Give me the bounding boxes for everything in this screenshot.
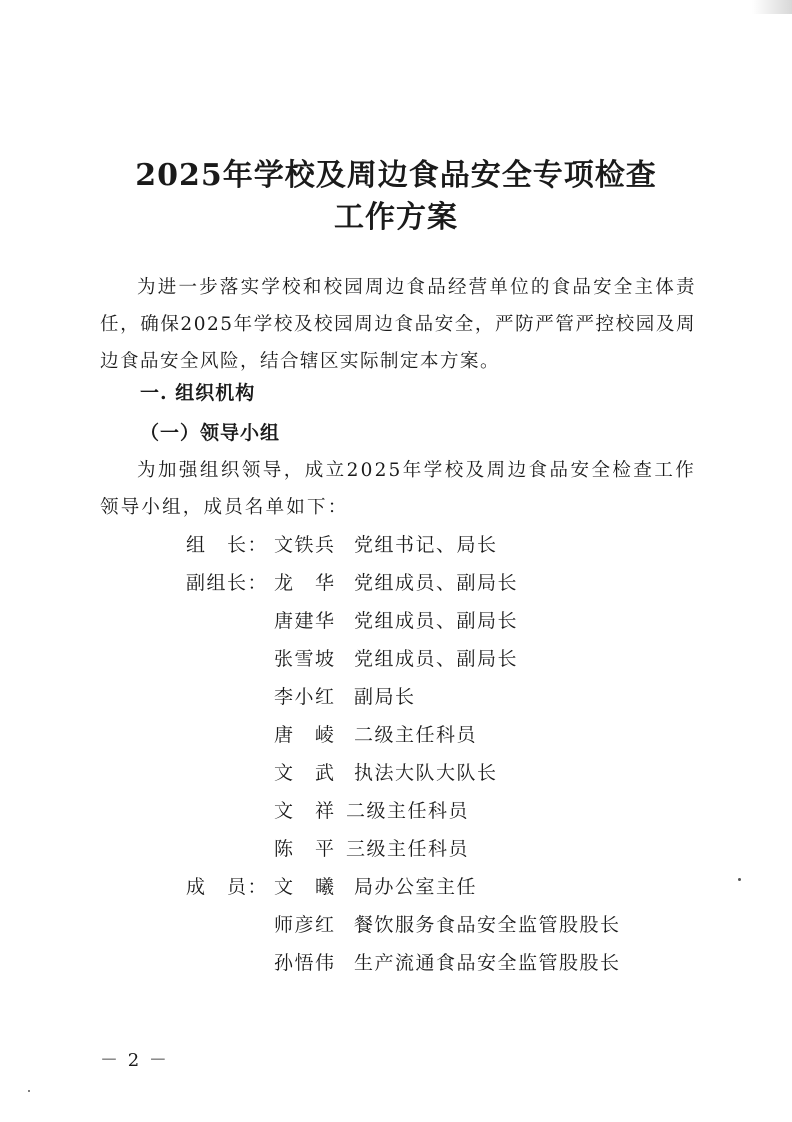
- scan-speck: [738, 878, 741, 881]
- member-position: 餐饮服务食品安全监管股股长: [354, 914, 621, 936]
- member-position: 党组书记、局长: [354, 534, 498, 556]
- subsection-heading-leadership: （一）领导小组: [140, 422, 281, 444]
- member-position: 党组成员、副局长: [354, 648, 519, 670]
- member-role: 副组长：: [186, 572, 269, 594]
- member-row: [0, 872, 792, 904]
- member-row: [0, 834, 792, 866]
- member-row: [0, 758, 792, 790]
- scan-edge-shadow: [752, 0, 792, 14]
- member-name: 李小红: [274, 686, 336, 708]
- member-name: 文 祥: [274, 800, 336, 822]
- member-name: 师彦红: [274, 914, 336, 936]
- member-position: 执法大队大队长: [354, 762, 498, 784]
- member-name: 唐建华: [274, 610, 336, 632]
- member-role: 组 长：: [186, 534, 269, 556]
- member-row: [0, 644, 792, 676]
- member-row: [0, 796, 792, 828]
- page-number: － 2 －: [100, 1050, 169, 1071]
- leadership-paragraph: 为加强组织领导，成立2025年学校及周边食品安全检查工作领导小组，成员名单如下：: [100, 460, 696, 518]
- member-name: 张雪坡: [274, 648, 336, 670]
- member-name: 龙 华: [274, 572, 336, 594]
- member-position: 二级主任科员: [346, 800, 470, 822]
- member-position: 副局长: [354, 686, 416, 708]
- member-position: 党组成员、副局长: [354, 572, 519, 594]
- document-title-line1: 2025年学校及周边食品安全专项检查: [135, 158, 657, 193]
- member-row: [0, 682, 792, 714]
- member-position: 生产流通食品安全监管股股长: [354, 952, 621, 974]
- member-position: 局办公室主任: [354, 876, 478, 898]
- member-row: [0, 568, 792, 600]
- member-row: [0, 606, 792, 638]
- member-role: 成 员：: [186, 876, 269, 898]
- member-name: 孙悟伟: [274, 952, 336, 974]
- member-row: [0, 948, 792, 980]
- member-row: [0, 720, 792, 752]
- member-name: 文 曦: [274, 876, 336, 898]
- member-row: [0, 530, 792, 562]
- intro-paragraph: 为进一步落实学校和校园周边食品经营单位的食品安全主体责任，确保2025年学校及校园周边食品安全，严防严管严控校园及周边食品安全风险，结合辖区实际制定本方案。: [100, 277, 696, 372]
- scan-speck: [28, 1090, 30, 1092]
- member-name: 唐 崚: [274, 724, 336, 746]
- member-row: [0, 910, 792, 942]
- member-name: 文 武: [274, 762, 336, 784]
- section-heading-organization: 一. 组织机构: [140, 382, 256, 404]
- member-position: 三级主任科员: [346, 838, 470, 860]
- member-name: 陈 平: [274, 838, 336, 860]
- member-position: 二级主任科员: [354, 724, 478, 746]
- document-title-line2: 工作方案: [334, 200, 458, 235]
- member-name: 文铁兵: [274, 534, 336, 556]
- member-position: 党组成员、副局长: [354, 610, 519, 632]
